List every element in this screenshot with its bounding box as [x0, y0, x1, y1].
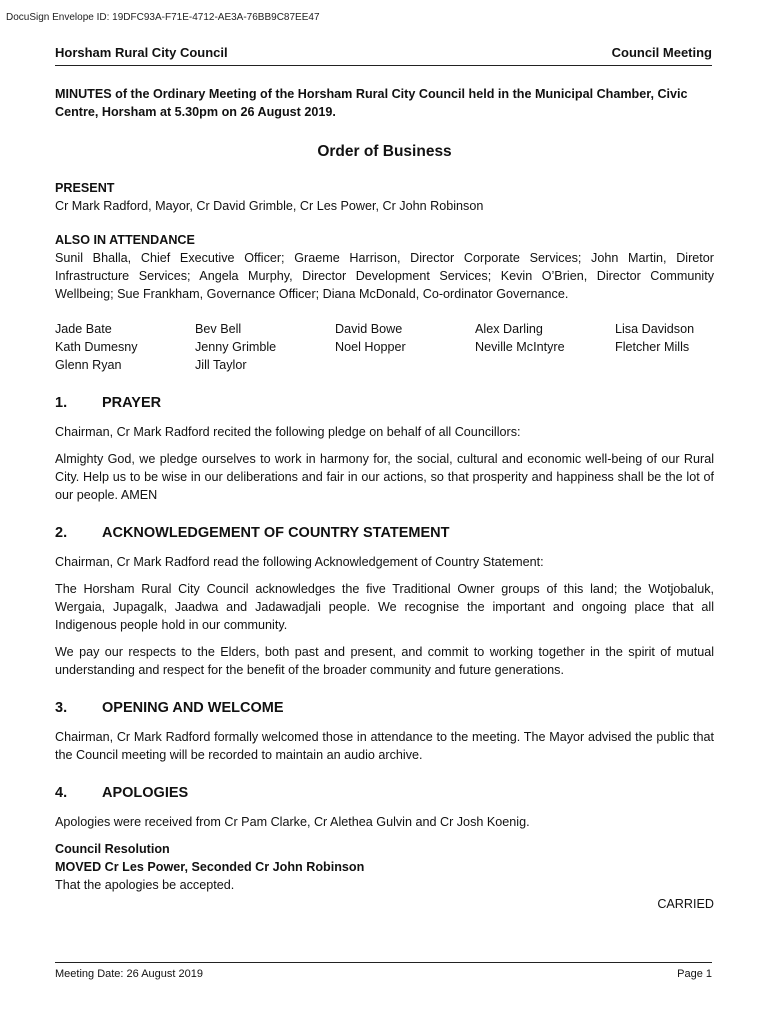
page-footer	[55, 962, 712, 980]
attendee-column	[195, 320, 335, 374]
resolution-moved: MOVED Cr Les Power, Seconded Cr John Robinson	[55, 860, 365, 874]
attendee-name: Lisa Davidson	[615, 322, 695, 336]
section-title: APOLOGIES	[102, 785, 189, 801]
section-title: PRAYER	[102, 395, 162, 411]
section-number: 1.	[55, 395, 68, 411]
resolution-text: That the apologies be accepted.	[55, 878, 235, 892]
attendee-name: Neville McIntyre	[475, 340, 565, 354]
attendee-name: Alex Darling	[475, 322, 543, 336]
section-title: OPENING AND WELCOME	[102, 700, 284, 716]
attendee-column	[335, 320, 475, 374]
section-heading-acknowledgement	[55, 524, 714, 542]
header-council-name: Horsham Rural City Council	[55, 45, 228, 60]
attendee-name: Jenny Grimble	[195, 340, 277, 354]
section-paragraph: We pay our respects to the Elders, both past and present, and commit to working together in the spirit of mutual understanding and respect for the benefit of the broader community and future generations.	[55, 645, 714, 677]
section-paragraph: Chairman, Cr Mark Radford recited the following pledge on behalf of all Councillors:	[55, 425, 521, 439]
section-number: 2.	[55, 525, 68, 541]
section-heading-apologies	[55, 784, 714, 802]
footer-meeting-date: Meeting Date: 26 August 2019	[55, 968, 203, 980]
section-paragraph: Apologies were received from Cr Pam Clarke, Cr Alethea Gulvin and Cr Josh Koenig.	[55, 815, 530, 829]
attendee-name: Kath Dumesny	[55, 340, 138, 354]
resolution-result: CARRIED	[657, 897, 714, 911]
attendee-name: Noel Hopper	[335, 340, 406, 354]
attendance-label: ALSO IN ATTENDANCE	[55, 233, 195, 247]
section-number: 3.	[55, 700, 68, 716]
section-paragraph: Chairman, Cr Mark Radford read the following Acknowledgement of Country Statement:	[55, 555, 544, 569]
present-label: PRESENT	[55, 181, 115, 195]
header-meeting-type: Council Meeting	[611, 45, 712, 60]
footer-page-number: Page 1	[677, 968, 712, 980]
docusign-envelope-id: DocuSign Envelope ID: 19DFC93A-F71E-4712-AE3A-76BB9C87EE47	[6, 12, 320, 23]
attendee-name: Bev Bell	[195, 322, 242, 336]
section-heading-prayer	[55, 394, 714, 412]
section-paragraph: Chairman, Cr Mark Radford formally welcomed those in attendance to the meeting. The Mayor advised the public that the Council meeting will be recorded to maintain an audio archive.	[55, 730, 714, 762]
attendee-column	[615, 320, 734, 374]
section-number: 4.	[55, 785, 68, 801]
section-paragraph: Almighty God, we pledge ourselves to work in harmony for, the social, cultural and economic well-being of our Rural City. Help us to be wise in our deliberations and fair in our actions, so that prosperity and happiness shall be the lot of our people. AMEN	[55, 452, 714, 502]
order-of-business-title: Order of Business	[317, 143, 452, 160]
section-heading-opening	[55, 699, 714, 717]
attendee-column	[475, 320, 615, 374]
present-list: Cr Mark Radford, Mayor, Cr David Grimble, Cr Les Power, Cr John Robinson	[55, 199, 484, 213]
attendee-names-grid	[55, 320, 714, 374]
attendee-name: Jade Bate	[55, 322, 112, 336]
resolution-title: Council Resolution	[55, 842, 170, 856]
attendee-name: Fletcher Mills	[615, 340, 690, 354]
attendee-name: Glenn Ryan	[55, 358, 122, 372]
document-body	[55, 85, 714, 913]
attendance-officers: Sunil Bhalla, Chief Executive Officer; Graeme Harrison, Director Corporate Services; John Martin, Diretor Infrastructure Services; Angela Murphy, Director Development Services; Kevin O’Brien, Director Community Wellbeing; Sue Frankham, Governance Officer; Diana McDonald, Co-ordinator Governance.	[55, 251, 714, 301]
section-paragraph: The Horsham Rural City Council acknowledges the five Traditional Owner groups of this land; the Wotjobaluk, Wergaia, Jupagalk, Jaadwa and Jadawadjali people. We recognise the important and ongoing place that all Indigenous people hold in our community.	[55, 582, 714, 632]
page-header	[55, 45, 712, 66]
section-title: ACKNOWLEDGEMENT OF COUNTRY STATEMENT	[102, 525, 450, 541]
attendee-name: David Bowe	[335, 322, 403, 336]
attendee-column	[55, 320, 195, 374]
minutes-intro: MINUTES of the Ordinary Meeting of the Horsham Rural City Council held in the Municipal Chamber, Civic Centre, Horsham at 5.30pm on 26 August 2019.	[55, 87, 688, 119]
attendee-name: Jill Taylor	[195, 358, 247, 372]
